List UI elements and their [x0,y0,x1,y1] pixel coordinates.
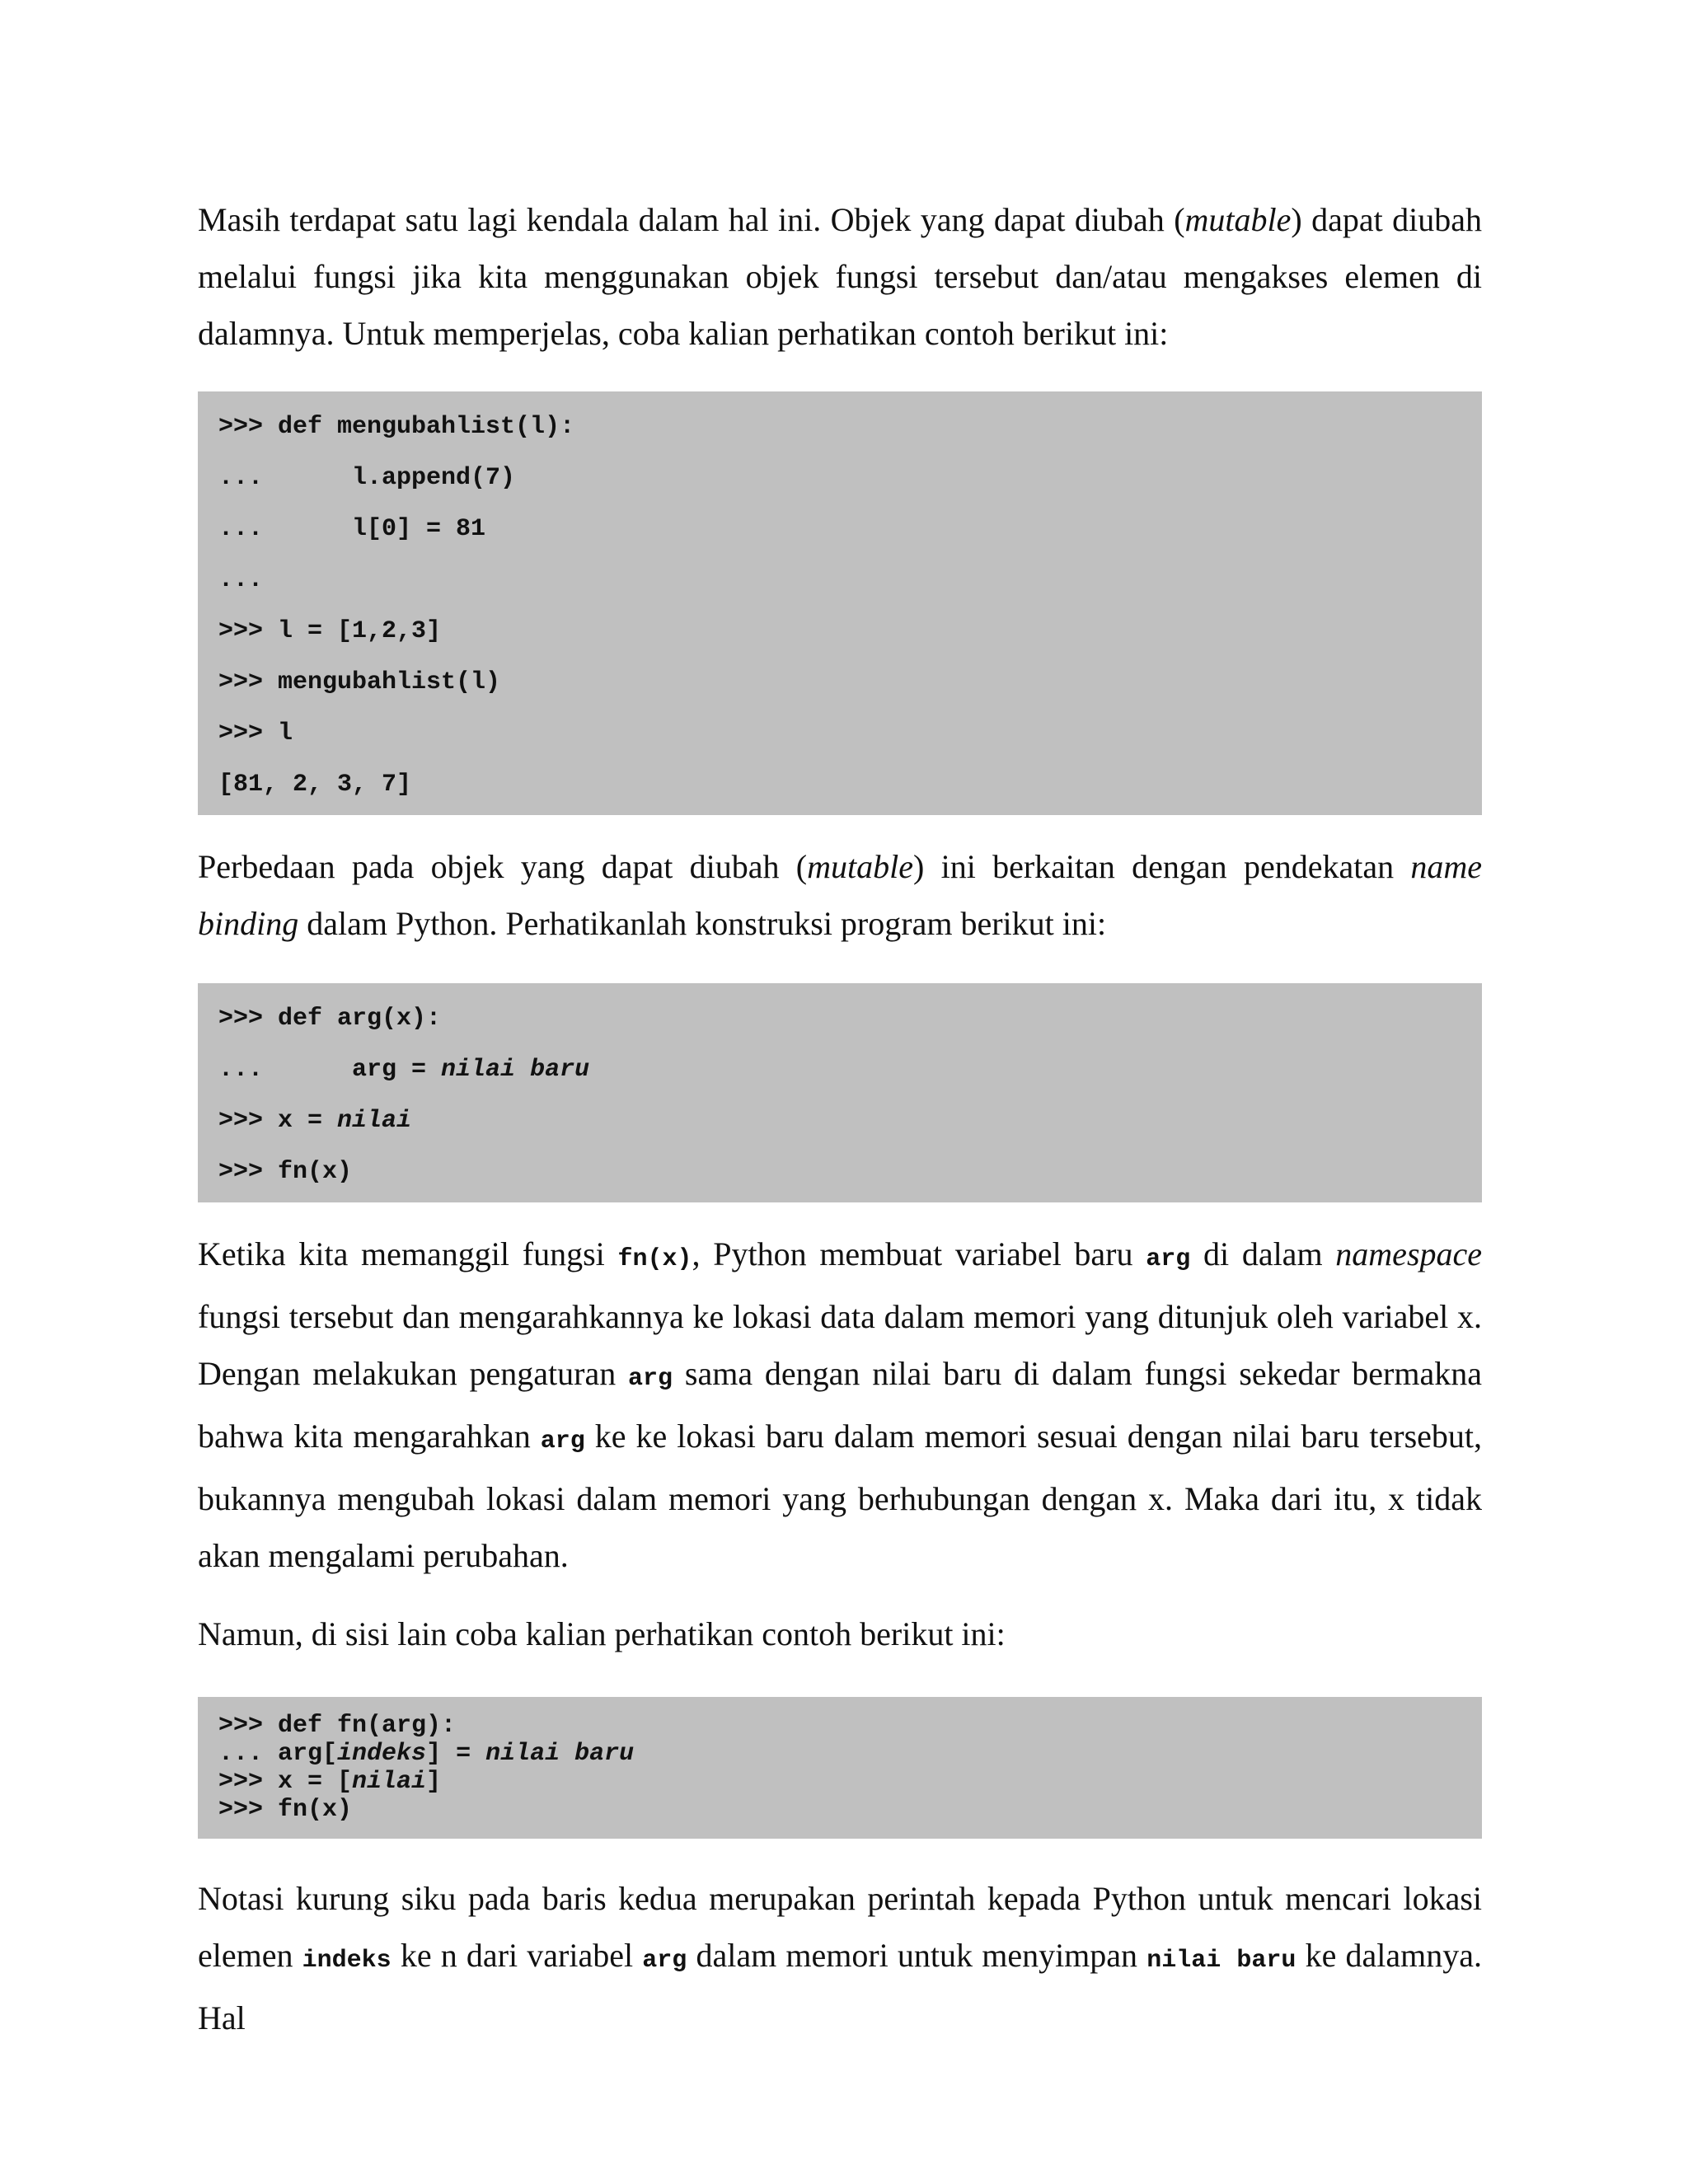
code-text: >>> x = [218,1107,338,1135]
code-text: ] [426,1768,442,1796]
code-text: ... arg = [218,1056,442,1084]
text-run: ke ke lokasi baru dalam memori sesuai dengan nilai baru tersebut, bukannya mengubah lokasi dalam memori yang berhubungan dengan x. Maka dari itu, x tidak akan mengalami perubahan. [198,1418,1483,1574]
code-block-fn [198,1697,1482,1839]
code-line: ... [218,566,264,594]
italic-term: name binding [198,848,1482,942]
text-run: , Python membuat variabel baru [692,1235,1146,1272]
text-run: ) dapat diubah melalui fungsi jika kita menggunakan objek fungsi tersebut dan/atau mengakses elemen di dalamnya. Untuk memperjelas, coba kalian perhatikan contoh berikut ini: [198,201,1482,352]
code-block-mengubahlist [198,391,1482,815]
code-line: >>> l = [1,2,3] [218,617,442,645]
inline-code: arg [628,1365,673,1393]
italic-term: mutable [807,848,914,885]
text-run: Perbedaan pada objek yang dapat diubah ( [198,848,808,885]
paragraph-fn-explanation [198,1226,1482,1584]
code-block-arg [198,983,1482,1202]
code-line: >>> fn(x) [218,1158,353,1186]
paragraph-namun: Namun, di sisi lain coba kalian perhatikan contoh berikut ini: [198,1615,1006,1652]
text-run: Ketika kita memanggil fungsi [198,1235,618,1272]
italic-term: mutable [1184,201,1292,238]
code-line: >>> fn(x) [218,1796,353,1824]
code-text: ] = [426,1740,486,1768]
text-run: Masih terdapat satu lagi kendala dalam hal ini. Objek yang dapat diubah ( [198,201,1185,238]
code-line: ... l.append(7) [218,464,516,492]
code-line [218,1768,1461,1796]
inline-code: arg [1146,1245,1191,1273]
code-line [218,1044,1461,1095]
paragraph-name-binding [198,838,1482,952]
inline-code: indeks [302,1947,392,1975]
text-run: dalam memori untuk menyimpan [687,1937,1147,1974]
text-run: ) ini berkaitan dengan pendekatan [913,848,1411,885]
inline-code: nilai baru [1146,1947,1296,1975]
paragraph-mutable-intro [198,191,1482,362]
text-run: fungsi tersebut dan mengarahkannya ke lokasi data dalam memori yang ditunjuk oleh variabel x. Dengan melakukan pengaturan [198,1298,1482,1392]
code-text: >>> x = [ [218,1768,353,1796]
code-italic: nilai [352,1768,427,1796]
document-page [198,191,1482,2046]
text-run: di dalam [1190,1235,1336,1272]
italic-term: namespace [1335,1235,1483,1272]
text-run: ke dalamnya. Hal [198,1937,1482,2036]
code-line: >>> l [218,719,293,748]
code-italic: indeks [337,1740,427,1768]
code-line [218,1740,1461,1768]
code-line: >>> mengubahlist(l) [218,668,501,696]
code-italic: nilai baru [441,1056,590,1084]
code-line [218,1095,1461,1146]
text-run: ke n dari variabel [391,1937,643,1974]
code-line: >>> def mengubahlist(l): [218,413,575,441]
text-run: dalam Python. Perhatikanlah konstruksi program berikut ini: [298,905,1107,942]
inline-code: arg [540,1427,585,1455]
paragraph-bracket-notation [198,1870,1482,2046]
code-italic: nilai [337,1107,412,1135]
text-run: Notasi kurung siku pada baris kedua merupakan perintah kepada Python untuk mencari lokasi elemen [198,1880,1482,1974]
code-italic: nilai baru [485,1740,635,1768]
code-line: ... l[0] = 81 [218,515,486,543]
code-line: >>> def fn(arg): [218,1712,457,1740]
code-line: [81, 2, 3, 7] [218,771,412,799]
code-text: ... arg[ [218,1740,338,1768]
text-run: sama dengan nilai baru di dalam fungsi sekedar bermakna bahwa kita mengarahkan [198,1355,1482,1455]
code-line: >>> def arg(x): [218,1005,442,1033]
inline-code: arg [642,1947,687,1975]
inline-code: fn(x) [617,1245,692,1273]
